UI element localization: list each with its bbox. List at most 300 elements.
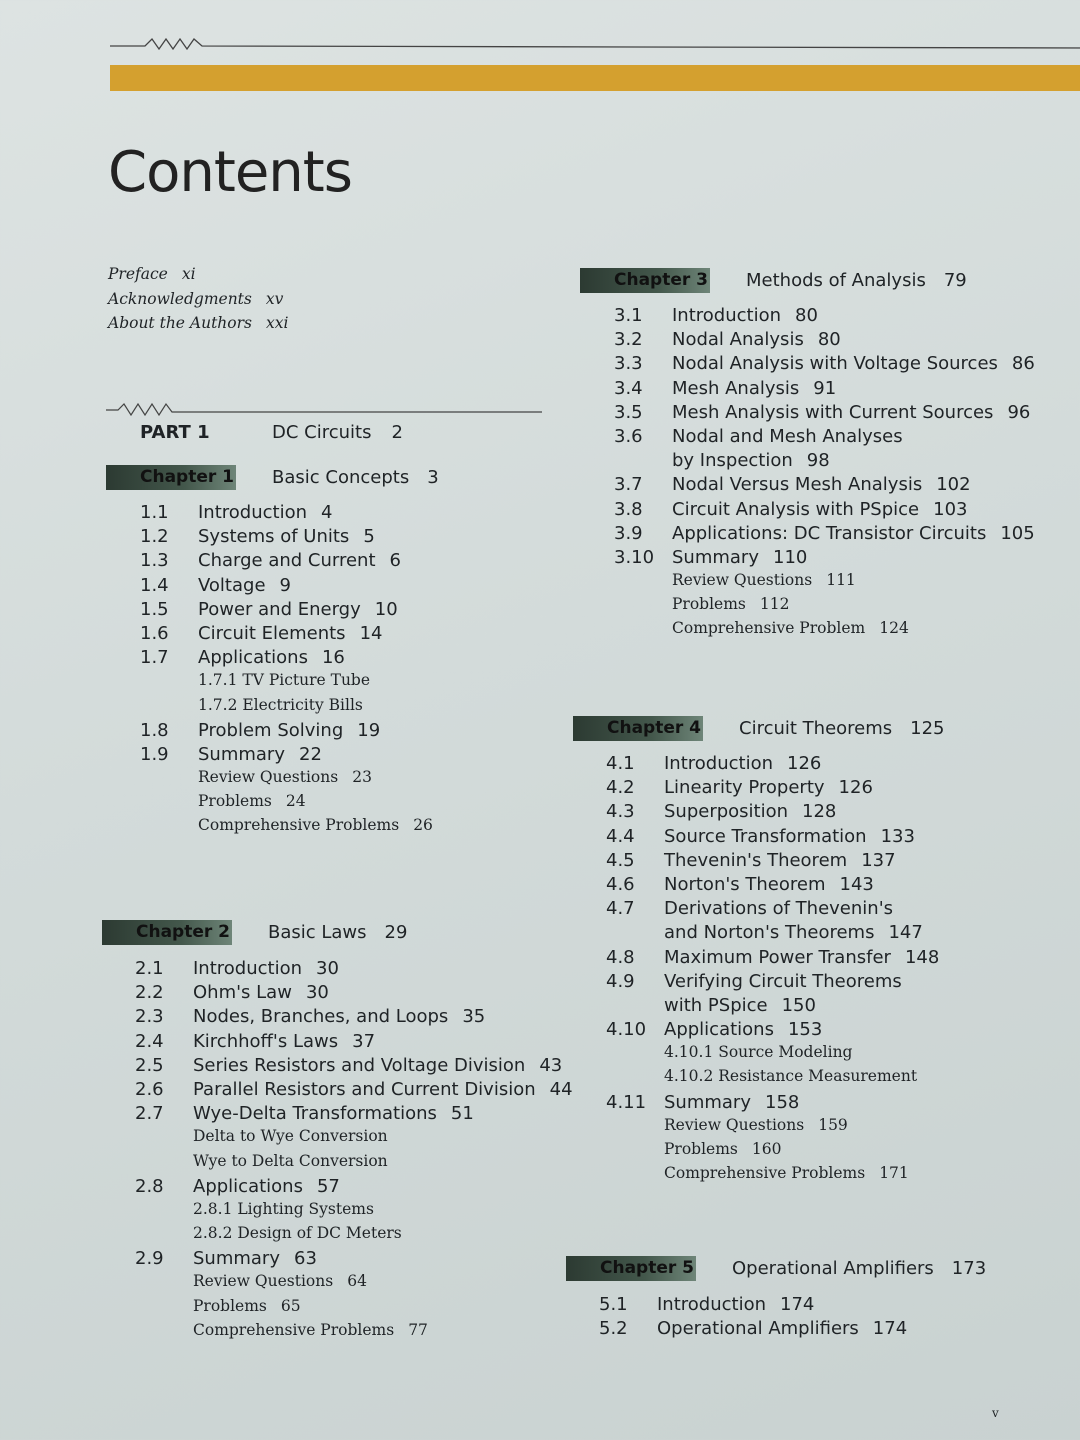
section-number: 5.1 xyxy=(599,1294,628,1315)
section-title-wrap xyxy=(672,378,836,399)
section-page: 124 xyxy=(879,619,909,638)
toc-entry[interactable] xyxy=(140,792,560,816)
section-title-wrap xyxy=(198,744,322,765)
toc-entry[interactable] xyxy=(614,450,1064,474)
section-number: 1.9 xyxy=(140,743,169,765)
section-title-wrap xyxy=(193,1248,317,1269)
section-title: Problems xyxy=(664,1140,738,1158)
section-page: 65 xyxy=(280,1296,301,1315)
section-title-wrap xyxy=(198,502,332,523)
section-number: 1.3 xyxy=(140,550,169,572)
chapter-label: Chapter 4 xyxy=(607,718,702,738)
section-number: 3.5 xyxy=(614,401,643,423)
section-title: Introduction xyxy=(198,502,308,523)
section-title-wrap xyxy=(664,1043,866,1061)
toc-entry[interactable] xyxy=(606,826,1056,850)
section-title: Power and Energy xyxy=(198,598,361,620)
section-title-wrap xyxy=(664,1140,781,1158)
toc-entry[interactable] xyxy=(606,1164,1056,1188)
accent-band xyxy=(110,65,1080,91)
section-title: Series Resistors and Voltage Division xyxy=(193,1054,526,1076)
section-title: Derivations of Thevenin's xyxy=(664,898,894,920)
section-page: 128 xyxy=(802,801,837,823)
chapter-entries xyxy=(614,305,1064,644)
chapter-entries xyxy=(140,502,560,841)
section-page: 137 xyxy=(861,849,896,871)
section-number: 4.3 xyxy=(606,801,635,823)
toc-entry[interactable] xyxy=(606,1019,1056,1043)
front-matter-label: About the Authors xyxy=(108,314,252,332)
section-page: 103 xyxy=(933,498,968,520)
toc-entry[interactable] xyxy=(614,353,1064,377)
section-title-wrap xyxy=(193,1297,301,1315)
toc-entry[interactable] xyxy=(614,402,1064,426)
toc-entry[interactable] xyxy=(606,801,1056,825)
section-title-wrap xyxy=(193,1176,340,1197)
toc-entry[interactable] xyxy=(135,1248,555,1272)
chapter-page: 3 xyxy=(427,467,439,488)
front-matter-list xyxy=(108,262,288,336)
toc-entry[interactable] xyxy=(606,753,1056,777)
section-title-wrap xyxy=(664,874,874,895)
page-number: v xyxy=(992,1406,999,1420)
toc-entry[interactable] xyxy=(599,1294,1049,1318)
front-matter-page: xv xyxy=(265,289,284,308)
section-page: 96 xyxy=(1007,401,1031,423)
section-number: 1.2 xyxy=(140,526,169,548)
section-page: 112 xyxy=(759,595,790,614)
toc-entry[interactable] xyxy=(599,1318,1049,1342)
section-page: 22 xyxy=(299,743,322,765)
toc-entry[interactable] xyxy=(140,526,560,550)
section-title: Summary xyxy=(193,1248,280,1270)
toc-entry[interactable] xyxy=(135,1224,555,1248)
chapter-page: 173 xyxy=(951,1258,987,1279)
section-title: Summary xyxy=(672,546,759,568)
toc-entry[interactable] xyxy=(140,768,560,792)
section-title-wrap xyxy=(672,499,968,520)
section-number: 4.8 xyxy=(606,946,635,968)
section-page: 143 xyxy=(839,873,874,895)
section-number: 4.4 xyxy=(606,825,635,847)
section-title-wrap xyxy=(672,474,971,495)
section-title: Review Questions xyxy=(664,1115,805,1134)
section-title-wrap xyxy=(664,947,939,968)
section-title: Voltage xyxy=(198,574,266,596)
chapter-page: 29 xyxy=(384,922,408,943)
section-title: Review Questions xyxy=(193,1272,334,1291)
section-page: 64 xyxy=(347,1272,367,1291)
section-page: 159 xyxy=(818,1115,848,1134)
section-title-wrap xyxy=(198,768,372,786)
section-number: 2.6 xyxy=(135,1078,164,1100)
section-number: 3.8 xyxy=(614,498,643,520)
section-title-wrap xyxy=(193,1224,416,1242)
section-title: Applications: DC Transistor Circuits xyxy=(672,522,987,544)
section-title-wrap xyxy=(193,1103,474,1124)
section-number: 4.10 xyxy=(606,1019,647,1041)
section-title-wrap xyxy=(198,599,398,620)
section-page: 110 xyxy=(773,546,808,568)
chapter-page: 125 xyxy=(910,718,945,739)
toc-entry[interactable] xyxy=(140,671,560,695)
section-title: Circuit Analysis with PSpice xyxy=(672,498,920,520)
toc-entry[interactable] xyxy=(614,305,1064,329)
section-number: 4.11 xyxy=(606,1091,647,1113)
section-title: Applications xyxy=(664,1019,774,1041)
part-title xyxy=(272,422,403,443)
section-title: Review Questions xyxy=(672,571,813,590)
toc-entry[interactable] xyxy=(135,1176,555,1200)
section-title-wrap xyxy=(198,526,375,547)
section-page: 4 xyxy=(321,502,333,523)
toc-entry[interactable] xyxy=(135,1321,555,1345)
section-title: 2.8.2 Design of DC Meters xyxy=(193,1224,402,1243)
section-page: 23 xyxy=(352,768,372,787)
section-page: 153 xyxy=(787,1019,823,1041)
section-page: 30 xyxy=(316,958,339,979)
toc-entry[interactable] xyxy=(606,874,1056,898)
section-title: 1.7.2 Electricity Bills xyxy=(198,695,363,714)
toc-entry[interactable] xyxy=(614,499,1064,523)
toc-entry[interactable] xyxy=(135,982,555,1006)
section-page: 150 xyxy=(781,994,816,1016)
toc-entry[interactable] xyxy=(606,1140,1056,1164)
section-title: 4.10.2 Resistance Measurement xyxy=(664,1067,918,1086)
toc-entry[interactable] xyxy=(135,958,555,982)
section-page: 86 xyxy=(1011,353,1035,375)
section-title: Ohm's Law xyxy=(193,982,292,1004)
toc-entry[interactable] xyxy=(606,1067,1056,1091)
section-title: Kirchhoff's Laws xyxy=(193,1030,339,1052)
section-title: Introduction xyxy=(193,958,303,979)
section-title-wrap xyxy=(672,450,830,471)
front-matter-page: xxi xyxy=(265,314,289,332)
section-number: 1.1 xyxy=(140,502,169,523)
toc-entry[interactable] xyxy=(614,571,1064,595)
section-title: Delta to Wye Conversion xyxy=(193,1127,388,1146)
section-title: Applications xyxy=(193,1175,303,1197)
section-title: Comprehensive Problems xyxy=(664,1164,866,1183)
section-number: 2.1 xyxy=(135,958,164,979)
section-page: 35 xyxy=(462,1006,486,1028)
section-title: Superposition xyxy=(664,801,789,823)
toc-entry[interactable] xyxy=(614,547,1064,571)
chapter-title xyxy=(732,1258,986,1279)
section-title: Problems xyxy=(672,595,746,614)
section-number: 3.3 xyxy=(614,353,643,375)
section-number: 1.6 xyxy=(140,622,169,644)
section-title: by Inspection xyxy=(672,450,793,472)
section-page: 98 xyxy=(806,450,830,472)
section-number: 3.7 xyxy=(614,474,643,496)
section-title: Introduction xyxy=(664,753,774,774)
section-title: Review Questions xyxy=(198,768,339,787)
toc-entry[interactable] xyxy=(140,647,560,671)
section-number: 1.8 xyxy=(140,719,169,741)
front-matter-label: Acknowledgments xyxy=(108,289,252,308)
section-title-wrap xyxy=(664,1164,909,1182)
section-title: Summary xyxy=(198,743,285,765)
section-title: Summary xyxy=(664,1091,751,1113)
section-title-wrap xyxy=(664,753,821,774)
chapter-title xyxy=(272,467,439,488)
section-page: 37 xyxy=(352,1030,376,1052)
part-heading[interactable] xyxy=(140,422,403,443)
toc-entry[interactable] xyxy=(614,329,1064,353)
section-page: 80 xyxy=(795,305,818,326)
toc-entry[interactable] xyxy=(606,777,1056,801)
toc-entry[interactable] xyxy=(606,971,1056,995)
section-number: 1.4 xyxy=(140,574,169,596)
section-title: Problems xyxy=(193,1296,267,1315)
section-title: Nodal Versus Mesh Analysis xyxy=(672,474,923,496)
section-page: 160 xyxy=(751,1140,782,1158)
toc-entry[interactable] xyxy=(614,378,1064,402)
toc-entry[interactable] xyxy=(135,1152,555,1176)
section-title: Nodal Analysis with Voltage Sources xyxy=(672,353,998,375)
toc-entry[interactable] xyxy=(135,1103,555,1127)
toc-entry[interactable] xyxy=(135,1127,555,1151)
toc-entry[interactable] xyxy=(606,1092,1056,1116)
section-title-wrap xyxy=(193,1152,402,1170)
section-title: Maximum Power Transfer xyxy=(664,946,891,968)
section-page: 133 xyxy=(880,825,915,847)
toc-entry[interactable] xyxy=(140,720,560,744)
front-matter-page: xi xyxy=(181,265,196,283)
chapter-title-text: Basic Concepts xyxy=(272,467,410,488)
section-title-wrap xyxy=(198,816,433,834)
section-number: 2.4 xyxy=(135,1030,164,1052)
section-number: 4.2 xyxy=(606,777,635,799)
section-number: 3.10 xyxy=(614,546,655,568)
section-title-wrap xyxy=(664,995,816,1016)
section-title-wrap xyxy=(664,801,836,822)
section-title-wrap xyxy=(664,826,915,847)
section-title-wrap xyxy=(657,1294,814,1315)
section-title: Nodal and Mesh Analyses xyxy=(672,425,903,447)
section-title-wrap xyxy=(672,402,1030,423)
section-title: Linearity Property xyxy=(664,777,825,799)
toc-entry[interactable] xyxy=(606,1043,1056,1067)
section-title-wrap xyxy=(193,1006,485,1027)
section-title: Thevenin's Theorem xyxy=(664,849,848,871)
section-title-wrap xyxy=(198,720,380,741)
section-number: 4.7 xyxy=(606,898,635,920)
section-title: Verifying Circuit Theorems xyxy=(664,970,902,992)
section-page: 30 xyxy=(305,982,329,1004)
toc-entry[interactable] xyxy=(140,550,560,574)
section-number: 3.4 xyxy=(614,377,643,399)
section-title-wrap xyxy=(193,1200,388,1218)
section-title: Mesh Analysis xyxy=(672,377,800,399)
section-page: 63 xyxy=(294,1248,317,1270)
section-page: 19 xyxy=(357,719,381,741)
chapter-title xyxy=(746,270,967,291)
toc-entry[interactable] xyxy=(140,623,560,647)
chapter-label: Chapter 3 xyxy=(614,270,709,290)
chapter-label: Chapter 5 xyxy=(600,1258,695,1278)
section-title: Wye to Delta Conversion xyxy=(193,1151,388,1170)
section-title-wrap xyxy=(198,623,382,644)
toc-entry[interactable] xyxy=(614,595,1064,619)
section-title-wrap xyxy=(664,1019,822,1040)
toc-entry[interactable] xyxy=(614,474,1064,498)
chapter-title-text: Circuit Theorems xyxy=(739,718,893,739)
section-title-wrap xyxy=(664,1067,931,1085)
section-title: Systems of Units xyxy=(198,526,350,548)
section-number: 2.2 xyxy=(135,982,164,1004)
front-matter-item[interactable] xyxy=(108,311,288,336)
chapter-entries xyxy=(135,958,573,1345)
section-page: 171 xyxy=(879,1164,909,1183)
section-number: 4.6 xyxy=(606,873,635,895)
section-page: 105 xyxy=(1000,522,1035,544)
toc-entry[interactable] xyxy=(140,696,560,720)
section-title-wrap xyxy=(193,1127,402,1145)
section-title: with PSpice xyxy=(664,994,768,1016)
toc-entry[interactable] xyxy=(140,599,560,623)
part-squiggle-ornament xyxy=(106,400,546,420)
section-number: 3.9 xyxy=(614,522,643,544)
section-title-wrap xyxy=(193,1031,375,1052)
section-title: Applications xyxy=(198,647,308,669)
section-page: 111 xyxy=(826,571,856,590)
toc-entry[interactable] xyxy=(140,502,560,526)
section-page: 6 xyxy=(389,550,401,572)
front-matter-label: Preface xyxy=(108,265,168,283)
section-number: 1.7 xyxy=(140,647,169,669)
section-title-wrap xyxy=(193,1055,562,1076)
section-title-wrap xyxy=(672,353,1035,374)
toc-entry[interactable] xyxy=(135,1054,563,1079)
section-page: 14 xyxy=(359,622,383,644)
section-page: 158 xyxy=(765,1091,800,1113)
section-title-wrap xyxy=(664,777,873,798)
section-number: 2.7 xyxy=(135,1103,164,1125)
toc-entry[interactable] xyxy=(606,947,1056,971)
section-number: 4.1 xyxy=(606,753,635,774)
section-title: Nodes, Branches, and Loops xyxy=(193,1006,449,1028)
toc-entry[interactable] xyxy=(135,1006,555,1030)
section-title-wrap xyxy=(672,619,909,637)
section-title-wrap xyxy=(193,1079,573,1100)
section-title: Norton's Theorem xyxy=(664,873,826,895)
section-title-wrap xyxy=(198,671,384,689)
section-title-wrap xyxy=(672,571,856,589)
section-title-wrap xyxy=(198,647,345,668)
section-title: Introduction xyxy=(657,1294,767,1315)
section-title-wrap xyxy=(664,1092,799,1113)
section-title: 1.7.1 TV Picture Tube xyxy=(198,671,371,690)
section-page: 148 xyxy=(904,946,940,968)
section-page: 174 xyxy=(872,1318,908,1340)
section-title-wrap xyxy=(193,1272,367,1290)
section-title: Circuit Elements xyxy=(198,622,346,644)
toc-entry[interactable] xyxy=(140,744,560,768)
section-number: 2.9 xyxy=(135,1248,164,1270)
toc-entry[interactable] xyxy=(140,575,560,599)
section-title: Charge and Current xyxy=(198,550,376,572)
toc-entry[interactable] xyxy=(135,1200,555,1224)
section-page: 9 xyxy=(279,574,291,596)
section-number: 1.5 xyxy=(140,598,169,620)
section-title-wrap xyxy=(672,426,917,447)
section-number: 2.3 xyxy=(135,1006,164,1028)
section-number: 4.9 xyxy=(606,970,635,992)
section-title-wrap xyxy=(672,329,841,350)
section-number: 3.2 xyxy=(614,329,643,351)
section-title: and Norton's Theorems xyxy=(664,922,875,944)
page-title: Contents xyxy=(108,140,352,205)
front-matter-item[interactable] xyxy=(108,262,288,287)
chapter-title xyxy=(268,922,407,943)
chapter-entries xyxy=(606,753,1056,1188)
chapter-title-text: Methods of Analysis xyxy=(746,270,926,291)
section-title-wrap xyxy=(672,595,789,613)
section-page: 80 xyxy=(817,329,841,351)
section-title-wrap xyxy=(193,982,329,1003)
toc-entry[interactable] xyxy=(614,523,1064,547)
part-name: DC Circuits xyxy=(272,422,372,443)
section-title: Comprehensive Problems xyxy=(198,816,400,835)
section-title-wrap xyxy=(672,523,1035,544)
section-title-wrap xyxy=(664,1116,848,1134)
toc-entry[interactable] xyxy=(606,850,1056,874)
section-page: 126 xyxy=(838,777,873,799)
section-title-wrap xyxy=(664,850,896,871)
section-title: Wye-Delta Transformations xyxy=(193,1103,437,1125)
toc-entry[interactable] xyxy=(135,1031,555,1055)
section-number: 2.5 xyxy=(135,1054,164,1076)
section-page: 24 xyxy=(285,792,306,811)
section-title: Parallel Resistors and Current Division xyxy=(193,1078,536,1100)
toc-entry[interactable] xyxy=(606,1116,1056,1140)
section-title-wrap xyxy=(672,305,818,326)
section-title: 2.8.1 Lighting Systems xyxy=(193,1199,374,1218)
chapter-title-text: Basic Laws xyxy=(268,922,367,943)
toc-entry[interactable] xyxy=(135,1297,555,1321)
section-title-wrap xyxy=(193,1321,428,1339)
section-title: Introduction xyxy=(672,305,782,326)
chapter-page: 79 xyxy=(943,270,967,291)
section-page: 10 xyxy=(374,598,398,620)
section-title-wrap xyxy=(672,547,807,568)
toc-entry[interactable] xyxy=(614,619,1064,643)
section-number: 2.8 xyxy=(135,1175,164,1197)
section-title: Operational Amplifiers xyxy=(657,1318,859,1340)
toc-entry[interactable] xyxy=(606,995,1056,1019)
section-page: 43 xyxy=(539,1054,563,1076)
toc-entry[interactable] xyxy=(606,898,1056,922)
section-page: 147 xyxy=(888,922,923,944)
front-matter-item[interactable] xyxy=(108,287,288,312)
toc-entry[interactable] xyxy=(135,1272,555,1296)
part-label: PART 1 xyxy=(140,422,210,443)
toc-entry[interactable] xyxy=(140,816,560,840)
section-title-wrap xyxy=(657,1318,907,1339)
section-page: 44 xyxy=(549,1078,573,1100)
top-squiggle-ornament xyxy=(110,34,1080,54)
toc-entry[interactable] xyxy=(135,1078,573,1103)
section-title-wrap xyxy=(664,971,916,992)
section-page: 126 xyxy=(787,753,822,774)
part-page: 2 xyxy=(391,422,403,443)
section-page: 57 xyxy=(316,1175,340,1197)
toc-entry[interactable] xyxy=(614,426,1064,450)
toc-entry[interactable] xyxy=(606,922,1056,946)
chapter-entries xyxy=(599,1294,1049,1342)
